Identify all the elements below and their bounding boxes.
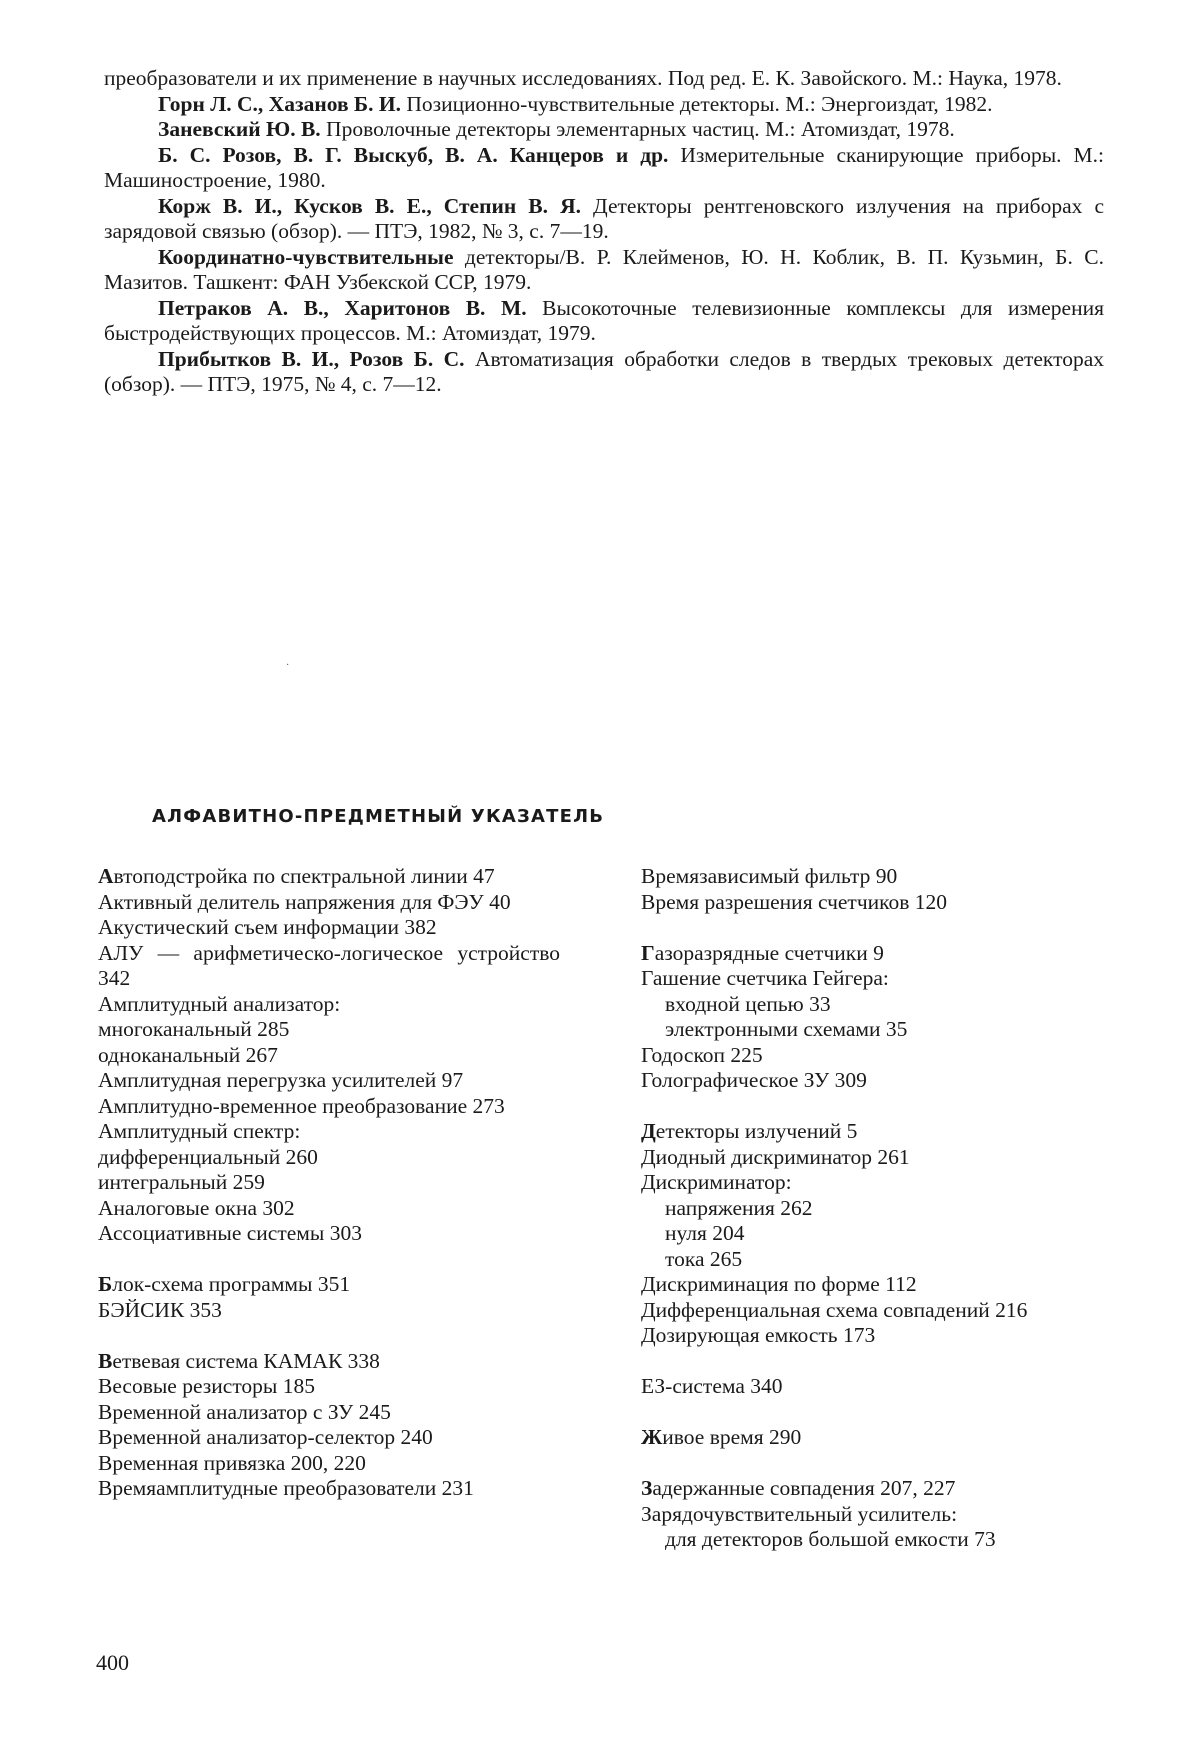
references-list (104, 66, 1104, 398)
index-entry: Дозирующая емкость 173 (641, 1323, 1105, 1349)
reference-entry (104, 296, 1104, 347)
index-letter-initial: А (98, 864, 114, 888)
reference-entry (104, 245, 1104, 296)
index-entry: Голографическое ЗУ 309 (641, 1068, 1105, 1094)
index-letter-initial: Б (98, 1272, 112, 1296)
reference-authors: Корж В. И., Кусков В. Е., Степин В. Я. (158, 194, 581, 218)
index-entry-text: втоподстройка по спектральной линии 47 (114, 864, 495, 888)
index-entry: ЕЗ-система 340 (641, 1374, 1105, 1400)
index-entry (641, 1119, 1105, 1145)
index-entry (98, 864, 560, 890)
index-subentry: входной цепью 33 (641, 992, 1105, 1018)
index-entry-text: етекторы излучений 5 (656, 1119, 858, 1143)
index-letter-initial: Ж (641, 1425, 662, 1449)
index-entry: Гашение счетчика Гейгера: (641, 966, 1105, 992)
index-entry: Аналоговые окна 302 (98, 1196, 560, 1222)
reference-entry (104, 143, 1104, 194)
reference-authors: Заневский Ю. В. (158, 117, 321, 141)
index-entry: Весовые резисторы 185 (98, 1374, 560, 1400)
index-entry: Временной анализатор с ЗУ 245 (98, 1400, 560, 1426)
index-entry: одноканальный 267 (98, 1043, 560, 1069)
letter-group-gap (98, 1247, 560, 1273)
index-entry: Амплитудный спектр: (98, 1119, 560, 1145)
index-letter-initial: В (98, 1349, 112, 1373)
index-entry: Дискриминация по форме 112 (641, 1272, 1105, 1298)
page-number: 400 (96, 1650, 129, 1676)
reference-entry (104, 66, 1104, 92)
index-subentry: нуля 204 (641, 1221, 1105, 1247)
reference-authors: Петраков А. В., Харитонов В. М. (158, 296, 527, 320)
index-entry: Дифференциальная схема совпадений 216 (641, 1298, 1105, 1324)
index-entry: Годоскоп 225 (641, 1043, 1105, 1069)
letter-group-gap (641, 1400, 1105, 1426)
index-entry (98, 1272, 560, 1298)
reference-entry (104, 92, 1104, 118)
index-entry: Времяамплитудные преобразователи 231 (98, 1476, 560, 1502)
reference-text: Проволочные детекторы элементарных частиц. М.: Атомиздат, 1978. (321, 117, 955, 141)
reference-text: Автоматизация обработки следов в твердых трековых детекторах (обзор). — ПТЭ, 1975, № 4, с. 7—12. (104, 347, 1104, 397)
index-entry-text: адержанные совпадения 207, 227 (652, 1476, 955, 1500)
reference-entry (104, 117, 1104, 143)
reference-entry (104, 347, 1104, 398)
stray-mark: · (286, 660, 289, 671)
index-entry: Амплитудный анализатор: (98, 992, 560, 1018)
index-entry: Временная привязка 200, 220 (98, 1451, 560, 1477)
index-column-left (98, 864, 560, 1502)
index-entry: Время разрешения счетчиков 120 (641, 890, 1105, 916)
index-entry-text: лок-схема программы 351 (112, 1272, 350, 1296)
index-entry: Амплитудная перегрузка усилителей 97 (98, 1068, 560, 1094)
index-entry: Акустический съем информации 382 (98, 915, 560, 941)
reference-text: Высокоточные телевизионные комплексы для измерения быстродействующих процессов. М.: Атомиздат, 1979. (104, 296, 1104, 346)
reference-text: Позиционно-чувствительные детекторы. М.: Энергоиздат, 1982. (401, 92, 993, 116)
index-entry: Времязависимый фильтр 90 (641, 864, 1105, 890)
index-heading: АЛФАВИТНО-ПРЕДМЕТНЫЙ УКАЗАТЕЛЬ (152, 806, 604, 827)
reference-authors: Б. С. Розов, В. Г. Выскуб, В. А. Канцеров и др. (158, 143, 668, 167)
letter-group-gap (641, 1349, 1105, 1375)
letter-group-gap (98, 1323, 560, 1349)
index-entry: БЭЙСИК 353 (98, 1298, 560, 1324)
letter-group-gap (641, 1094, 1105, 1120)
index-entry: многоканальный 285 (98, 1017, 560, 1043)
index-entry-text: азоразрядные счетчики 9 (655, 941, 884, 965)
index-subentry: тока 265 (641, 1247, 1105, 1273)
reference-entry (104, 194, 1104, 245)
reference-text: детекторы/В. Р. Клейменов, Ю. Н. Коблик, В. П. Кузьмин, Б. С. Мазитов. Ташкент: ФАН Узбекской ССР, 1979. (104, 245, 1104, 295)
index-entry (641, 1425, 1105, 1451)
index-letter-initial: Г (641, 941, 655, 965)
index-letter-initial: Д (641, 1119, 656, 1143)
reference-text: преобразователи и их применение в научных исследованиях. Под ред. Е. К. Завойского. М.: Наука, 1978. (104, 66, 1062, 90)
index-letter-initial: З (641, 1476, 652, 1500)
index-entry: АЛУ — арифметическо-логическое устройство 342 (98, 941, 560, 992)
index-entry: Временной анализатор-селектор 240 (98, 1425, 560, 1451)
index-entry: Дискриминатор: (641, 1170, 1105, 1196)
index-entry: Диодный дискриминатор 261 (641, 1145, 1105, 1171)
reference-authors: Координатно-чувствительные (158, 245, 454, 269)
index-subentry: электронными схемами 35 (641, 1017, 1105, 1043)
reference-text: Измерительные сканирующие приборы. М.: Машиностроение, 1980. (104, 143, 1104, 193)
index-subentry: для детекторов большой емкости 73 (641, 1527, 1105, 1553)
index-entry: Зарядочувствительный усилитель: (641, 1502, 1105, 1528)
reference-authors: Горн Л. С., Хазанов Б. И. (158, 92, 401, 116)
index-entry: дифференциальный 260 (98, 1145, 560, 1171)
letter-group-gap (641, 915, 1105, 941)
index-entry-text: ивое время 290 (662, 1425, 801, 1449)
index-entry (641, 941, 1105, 967)
index-entry: Амплитудно-временное преобразование 273 (98, 1094, 560, 1120)
index-entry (98, 1349, 560, 1375)
index-entry: Активный делитель напряжения для ФЭУ 40 (98, 890, 560, 916)
index-column-right (641, 864, 1105, 1553)
index-entry-text: етвевая система КАМАК 338 (112, 1349, 380, 1373)
index-entry: Ассоциативные системы 303 (98, 1221, 560, 1247)
reference-text: Детекторы рентгеновского излучения на приборах с зарядовой связью (обзор). — ПТЭ, 1982, № 3, с. 7—19. (104, 194, 1104, 244)
reference-authors: Прибытков В. И., Розов Б. С. (158, 347, 465, 371)
letter-group-gap (641, 1451, 1105, 1477)
index-entry: интегральный 259 (98, 1170, 560, 1196)
index-entry (641, 1476, 1105, 1502)
index-subentry: напряжения 262 (641, 1196, 1105, 1222)
